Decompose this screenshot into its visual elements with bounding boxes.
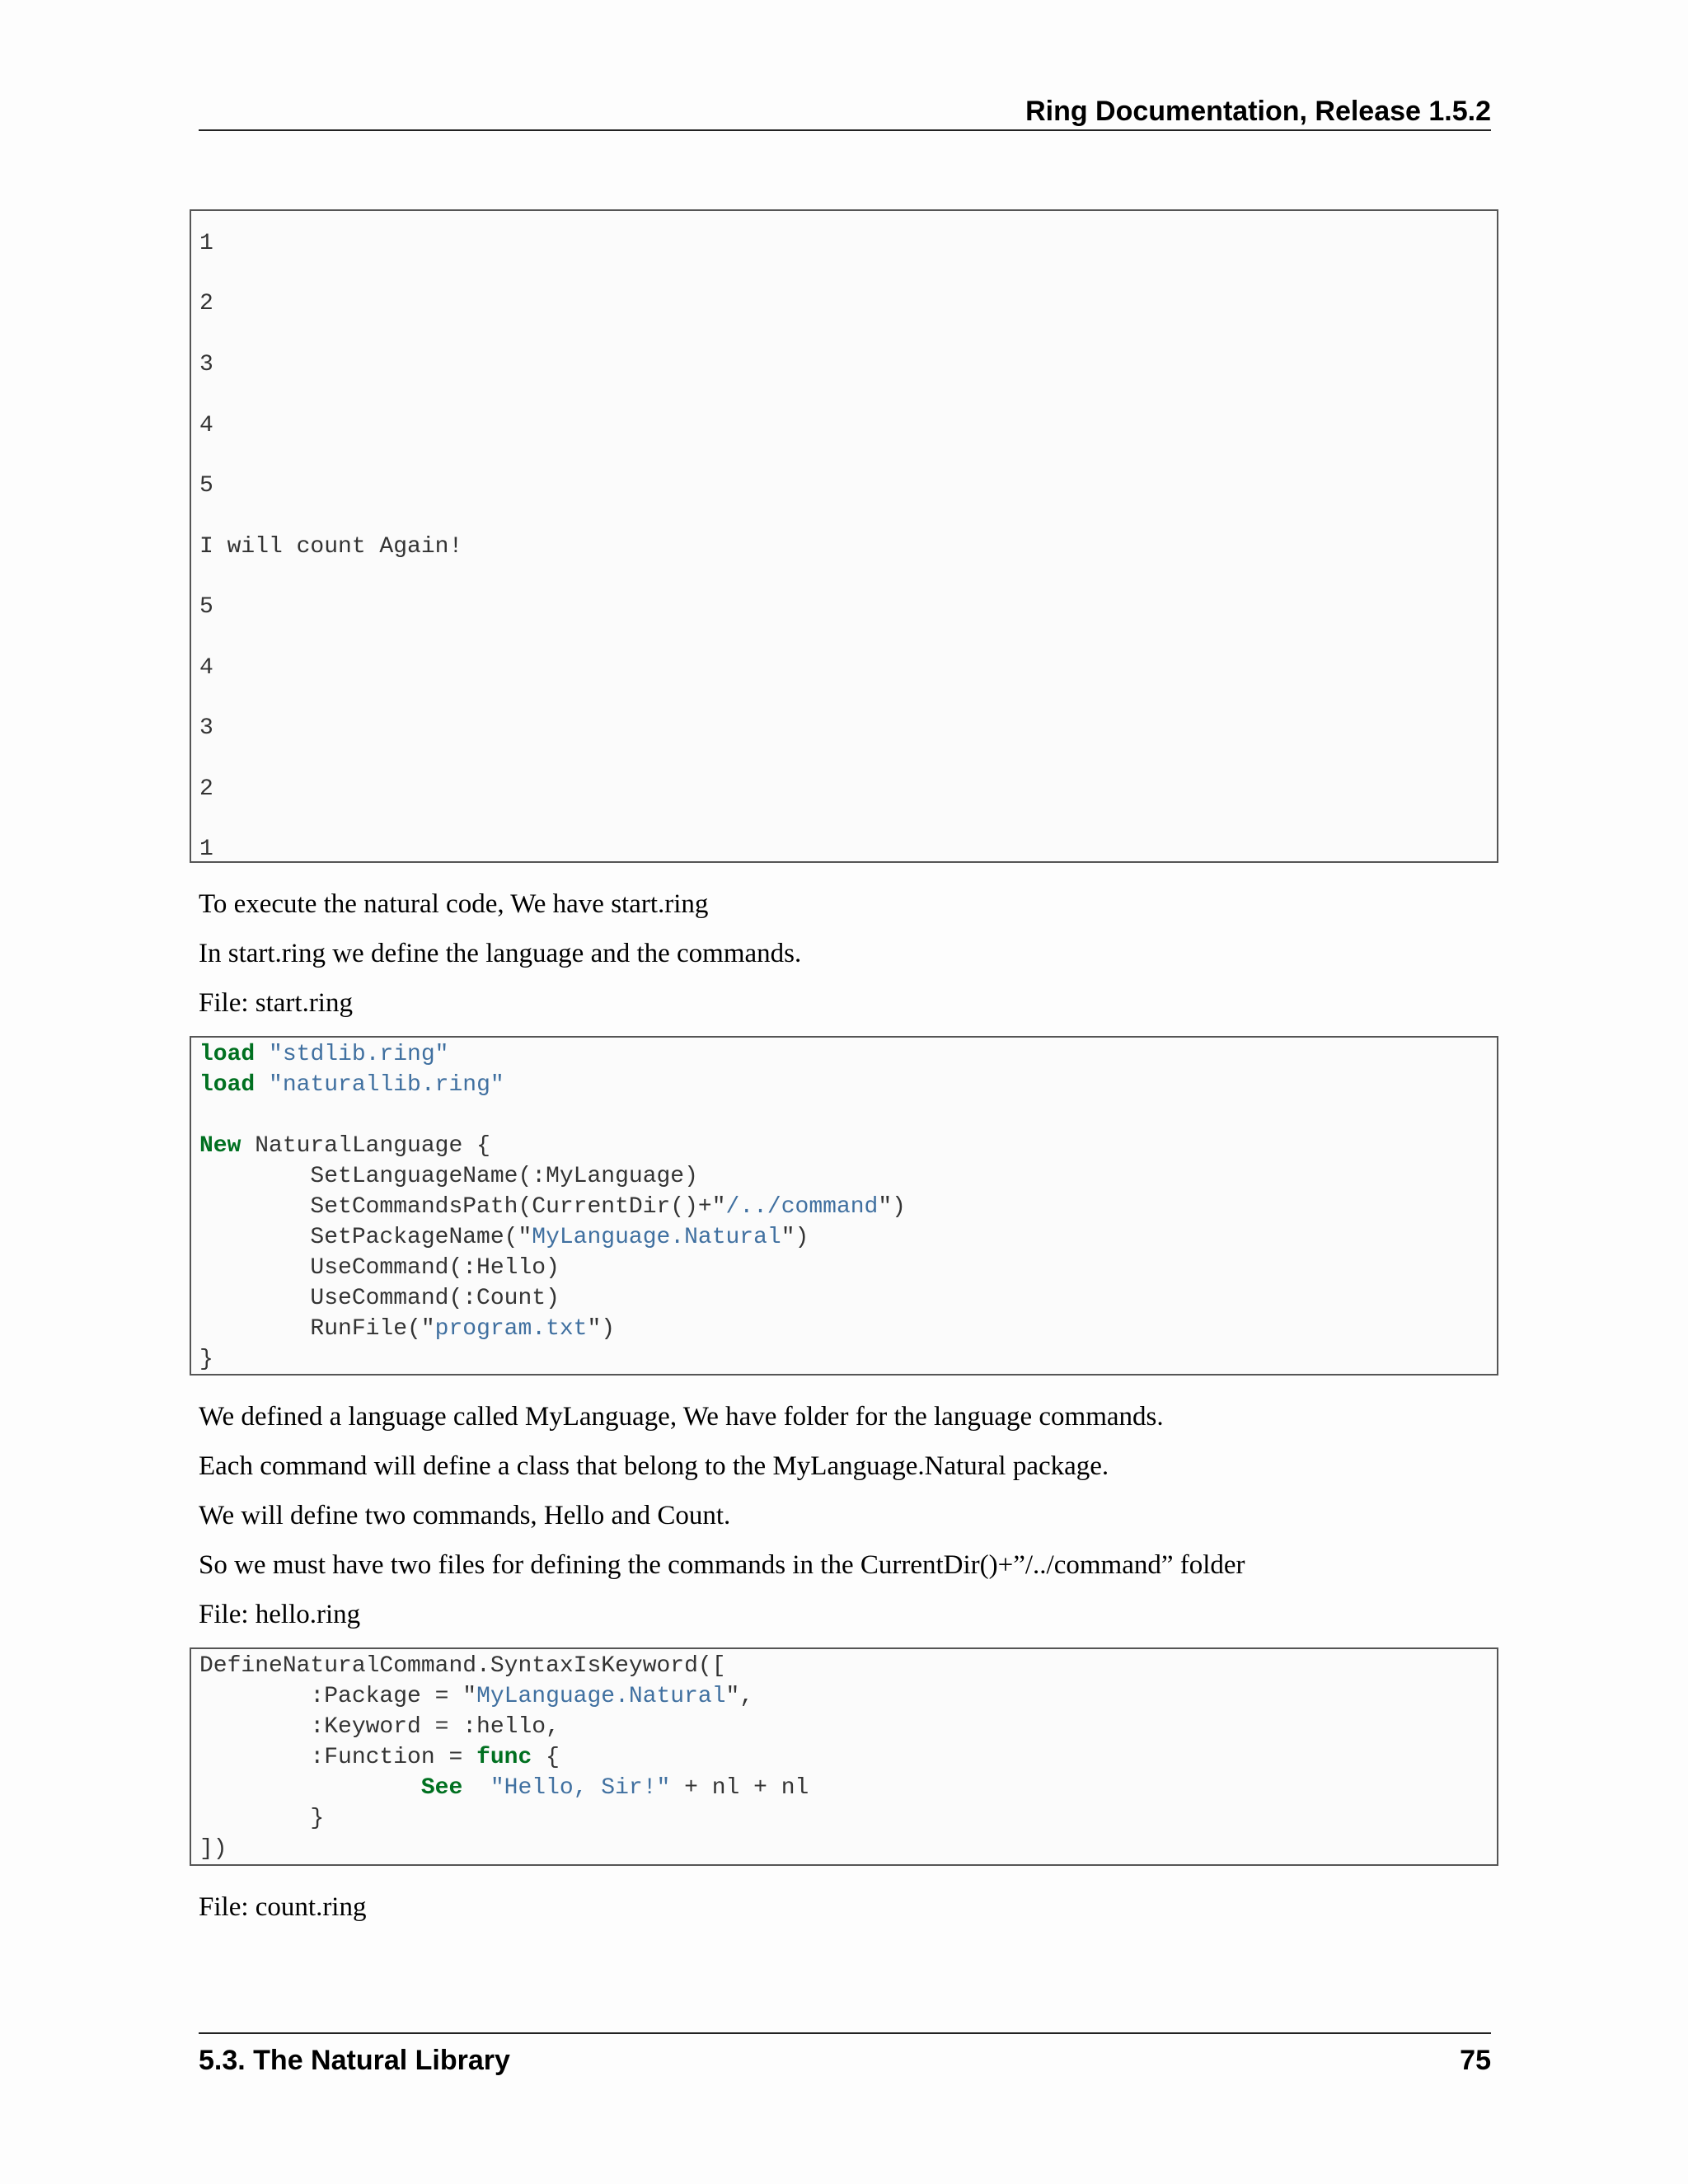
code-line (199, 1070, 504, 1100)
code-string: /../command (725, 1194, 879, 1220)
code-keyword: func (476, 1745, 532, 1770)
paragraph: So we must have two files for defining the commands in the CurrentDir()+”/../command” folder (199, 1550, 1245, 1580)
code-string: "stdlib.ring" (269, 1042, 449, 1067)
code-text: ") (878, 1194, 906, 1220)
output-line: 4 (199, 413, 213, 438)
code-string: "Hello, Sir!" (462, 1775, 671, 1801)
output-line: 5 (199, 473, 213, 499)
code-text: :Function = (199, 1745, 477, 1770)
code-line: UseCommand(:Hello) (199, 1255, 560, 1281)
code-string: MyLanguage.Natural (476, 1684, 726, 1709)
code-text: ", (725, 1684, 754, 1709)
code-string: MyLanguage.Natural (532, 1225, 781, 1250)
paragraph: To execute the natural code, We have start.ring (199, 889, 709, 919)
code-text: :Package = " (199, 1684, 477, 1709)
file-label-start-ring: File: start.ring (199, 988, 353, 1018)
code-text (199, 1775, 421, 1801)
code-line: } (199, 1806, 325, 1831)
code-line (199, 1681, 753, 1712)
code-text: ") (781, 1225, 809, 1250)
paragraph: We defined a language called MyLanguage, We have folder for the language commands. (199, 1402, 1164, 1432)
paragraph: Each command will define a class that belong to the MyLanguage.Natural package. (199, 1451, 1109, 1481)
code-line (199, 1314, 615, 1344)
code-text: NaturalLanguage { (241, 1133, 490, 1159)
output-line: I will count Again! (199, 534, 463, 560)
code-keyword: load (199, 1072, 256, 1098)
hello-ring-code-block (190, 1647, 1498, 1866)
output-line: 2 (199, 776, 213, 802)
code-text: SetCommandsPath(CurrentDir()+" (199, 1194, 726, 1220)
output-code-block (190, 209, 1498, 863)
start-ring-code-block (190, 1036, 1498, 1376)
file-label-hello-ring: File: hello.ring (199, 1600, 361, 1629)
output-line: 4 (199, 655, 213, 681)
code-text: SetPackageName(" (199, 1225, 532, 1250)
code-text: { (532, 1745, 560, 1770)
page-number: 75 (1460, 2045, 1491, 2076)
code-string: program.txt (434, 1316, 588, 1342)
output-line: 5 (199, 594, 213, 620)
code-line (199, 1039, 448, 1070)
file-label-count-ring: File: count.ring (199, 1892, 367, 1922)
output-line: 1 (199, 231, 213, 256)
code-line (199, 1222, 809, 1253)
output-line: 3 (199, 352, 213, 377)
output-line: 2 (199, 291, 213, 316)
code-text: RunFile(" (199, 1316, 435, 1342)
code-line: } (199, 1347, 213, 1372)
code-line (199, 1773, 809, 1803)
output-line: 3 (199, 715, 213, 741)
code-keyword: See (420, 1775, 463, 1801)
code-line: UseCommand(:Count) (199, 1286, 560, 1311)
page-footer (199, 2040, 1491, 2081)
code-string: "naturallib.ring" (269, 1072, 504, 1098)
code-keyword: New (199, 1133, 241, 1159)
code-line (199, 1192, 906, 1222)
footer-section-title: 5.3. The Natural Library (199, 2045, 510, 2076)
header-rule (199, 129, 1491, 131)
code-line (199, 1131, 490, 1161)
footer-rule (199, 2032, 1491, 2034)
paragraph: We will define two commands, Hello and Count. (199, 1501, 731, 1530)
code-line: ]) (199, 1836, 227, 1862)
code-text: ") (587, 1316, 616, 1342)
output-line: 1 (199, 837, 213, 862)
page-header-title: Ring Documentation, Release 1.5.2 (1025, 96, 1491, 127)
code-text: + nl + nl (670, 1775, 809, 1801)
code-line: :Keyword = :hello, (199, 1714, 560, 1740)
code-line: SetLanguageName(:MyLanguage) (199, 1164, 698, 1189)
paragraph: In start.ring we define the language and the commands. (199, 939, 802, 968)
code-line: DefineNaturalCommand.SyntaxIsKeyword([ (199, 1653, 726, 1679)
code-keyword: load (199, 1042, 256, 1067)
code-line (199, 1742, 560, 1773)
